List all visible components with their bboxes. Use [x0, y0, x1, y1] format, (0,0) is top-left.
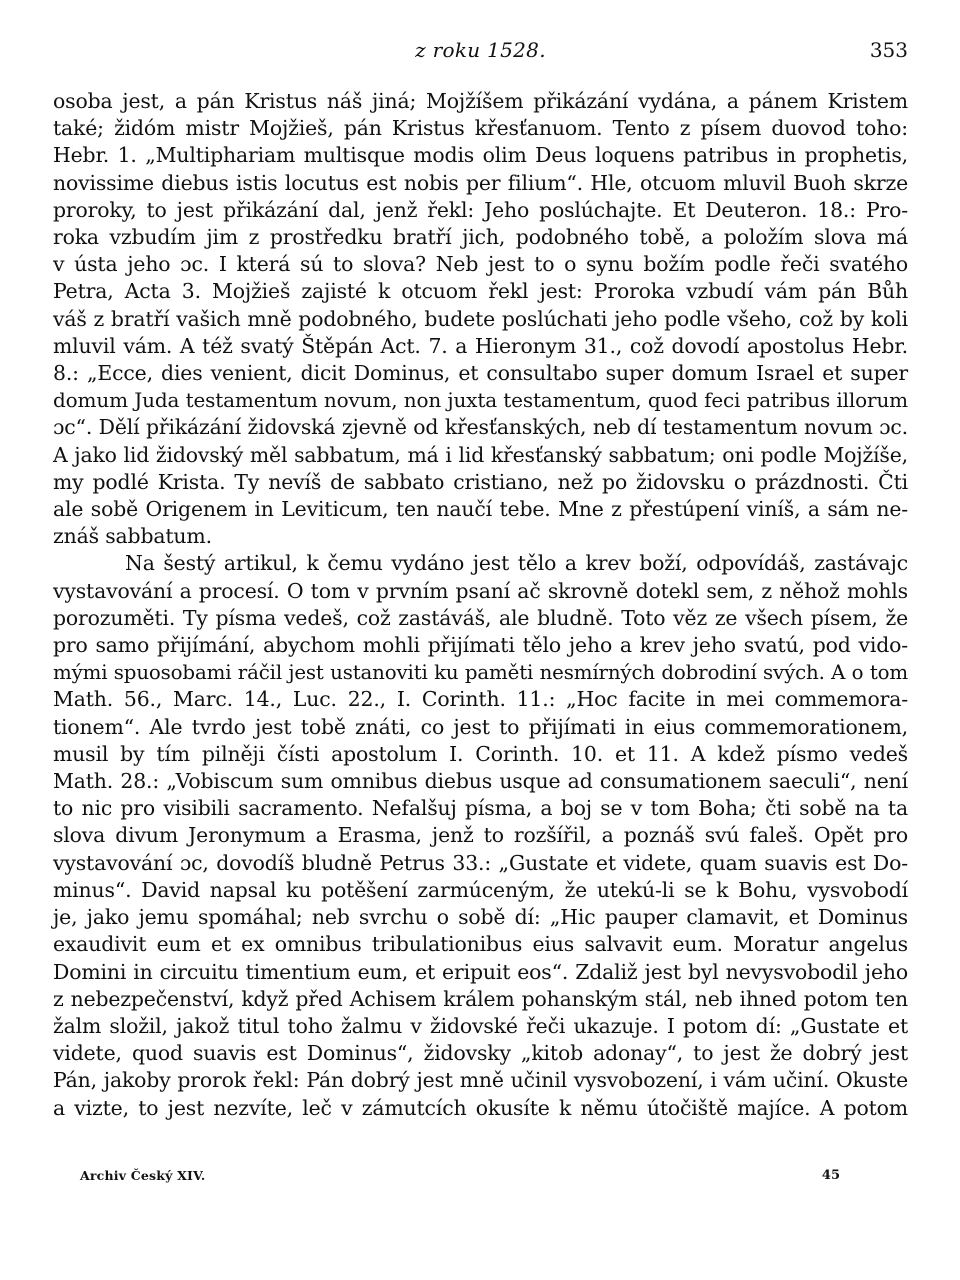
text-line: domum Juda testamentum novum, non juxta testamentum, quod feci patribus illorum	[53, 388, 908, 413]
text-line: to nic pro visibili sacramento. Nefalšuj písma, a boj se v tom Boha; čti sobě na ta	[53, 796, 908, 821]
text-line: vystavování a procesí. O tom v prvním psaní ač skrovně dotekl sem, z něhož mohls	[53, 578, 908, 603]
text-line: Pán, jakoby prorok řekl: Pán dobrý jest mně učinil vysvobození, i vám učiní. Okuste	[53, 1068, 908, 1093]
text-line: A jako lid židovský měl sabbatum, má i lid křesťanský sabbatum; oni podle Mojžíše,	[53, 442, 908, 467]
text-line: žalm složil, jakož titul toho žalmu v židovské řeči ukazuje. I potom dí: „Gustate et	[53, 1013, 908, 1038]
text-line: a vizte, to jest nezvíte, leč v zámutcích okusíte k němu útočiště majíce. A potom	[53, 1095, 908, 1120]
text-line: exaudivit eum et ex omnibus tribulationibus eius salvavit eum. Moratur angelus	[53, 932, 908, 957]
running-title: z roku 1528.	[415, 38, 546, 62]
text-line: vystavování ɔc, dovodíš bludně Petrus 33.: „Gustate et videte, quam suavis est Do-	[53, 850, 908, 875]
text-line: ɔc“. Dělí přikázání židovská zjevně od křesťanských, neb dí testamentum novum ɔc.	[53, 415, 908, 440]
text-line: je, jako jemu spomáhal; neb svrchu o sobě dí: „Hic pauper clamavit, et Dominus	[53, 905, 908, 930]
text-line: videte, quod suavis est Dominus“, židovsky „kitob adonay“, to jest že dobrý jest	[53, 1041, 908, 1066]
text-line: roka vzbudím jim z prostředku bratří jich, podobného tobě, a položím slova má	[53, 225, 908, 250]
text-line: slova divum Jeronymum a Erasma, jenž to rozšířil, a poznáš svú faleš. Opět pro	[53, 823, 908, 848]
text-line: musil by tím pilněji čísti apostolum I. Corinth. 10. et 11. A kdež písmo vedeš	[53, 741, 908, 766]
body-text	[53, 88, 908, 1122]
text-line: Hebr. 1. „Multiphariam multisque modis olim Deus loquens patribus in prophetis,	[53, 143, 908, 168]
text-line: novissime diebus istis locutus est nobis per filium“. Hle, otcuom mluvil Buoh skrze	[53, 170, 908, 195]
text-line: osoba jest, a pán Kristus náš jiná; Mojžíšem přikázání vydána, a pánem Kristem	[53, 89, 908, 113]
text-line: v ústa jeho ɔc. I která sú to slova? Neb jest to o synu božím podle řeči svatého	[53, 252, 908, 277]
page-footer	[80, 1168, 840, 1188]
text-line: proroky, to jest přikázání dal, jenž řekl: Jeho poslúchajte. Et Deuteron. 18.: Pro-	[53, 197, 908, 222]
text-line: Petra, Acta 3. Mojžieš zajisté k otcuom řekl jest: Proroka vzbudí vám pán Bůh	[53, 279, 908, 304]
text-line: Na šestý artikul, k čemu vydáno jest tělo a krev boží, odpovídáš, zastávajc	[125, 551, 908, 576]
page-number: 353	[869, 38, 908, 62]
volume-signature: Archiv Český XIV.	[80, 1168, 206, 1183]
text-line: tionem“. Ale tvrdo jest tobě znáti, co jest to přijímati in eius commemorationem,	[53, 714, 908, 739]
text-line: porozuměti. Ty písma vedeš, což zastáváš, ale bludně. Toto věz ze všech písem, že	[53, 605, 908, 630]
text-line: mluvil vám. A též svatý Štěpán Act. 7. a Hieronym 31., což dovodí apostolus Hebr.	[53, 333, 908, 358]
text-line: Math. 28.: „Vobiscum sum omnibus diebus usque ad consumationem saeculi“, není	[53, 769, 908, 794]
text-line: 8.: „Ecce, dies venient, dicit Dominus, et consultabo super domum Israel et super	[53, 361, 908, 386]
text-line: Math. 56., Marc. 14., Luc. 22., I. Corinth. 11.: „Hoc facite in mei commemora-	[53, 687, 908, 712]
running-head	[53, 38, 908, 68]
text-line: pro samo přijímání, abychom mohli přijímati tělo jeho a krev jeho svatú, pod vido-	[53, 633, 908, 658]
text-line: znáš sabbatum.	[53, 524, 212, 549]
text-line: také; židóm mistr Mojžieš, pán Kristus křesťanuom. Tento z písem duovod toho:	[53, 116, 908, 141]
text-line: minus“. David napsal ku potěšení zarmúceným, že utekú-li se k Bohu, vysvobodí	[53, 877, 908, 902]
sheet-number: 45	[821, 1168, 840, 1183]
text-line: my podlé Krista. Ty nevíš de sabbato cristiano, než po židovsku o prázdnosti. Čti	[53, 469, 908, 494]
text-line: mými spuosobami ráčil jest ustanoviti ku paměti nesmírných dobrodiní svých. A o tom	[53, 661, 908, 685]
text-line: Domini in circuitu timentium eum, et eripuit eos“. Zdaliž jest byl nevysvobodil jeho	[53, 959, 908, 984]
text-line: váš z bratří vašich mně podobného, budete poslúchati jeho podle všeho, což by koli	[53, 306, 908, 331]
text-line: z nebezpečenství, když před Achisem králem pohanským stál, neb ihned potom ten	[53, 986, 908, 1011]
text-line: ale sobě Origenem in Leviticum, ten naučí tebe. Mne z přestúpení viníš, a sám ne-	[53, 497, 908, 522]
